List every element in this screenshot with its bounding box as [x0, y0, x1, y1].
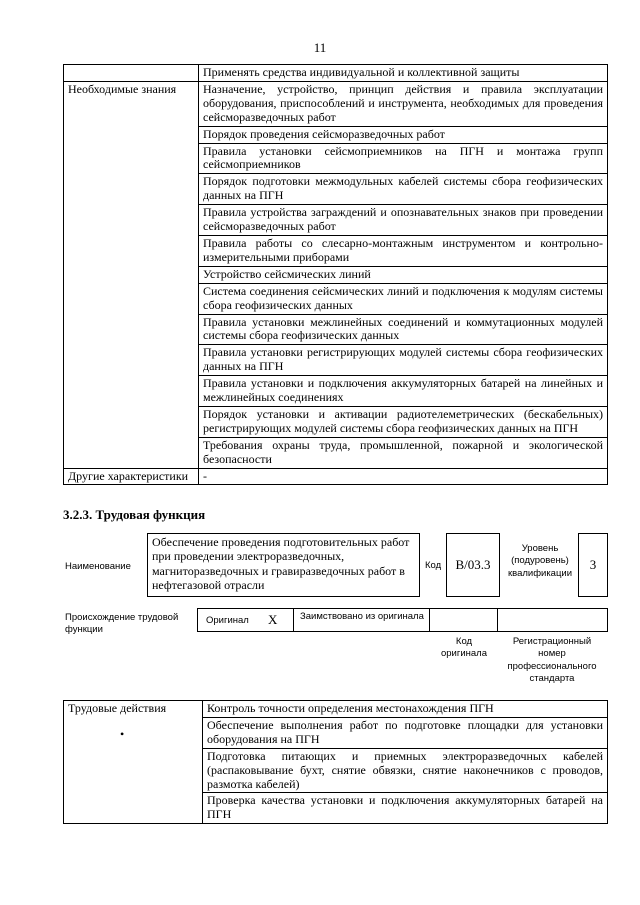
bullet-marker: •	[120, 726, 125, 741]
level-label: Уровень (подуровень) квалификации	[507, 543, 573, 579]
actions-label: Трудовые действия	[68, 701, 167, 715]
skill-text: Применять средства индивидуальной и коллективной защиты	[199, 65, 608, 82]
action-item: Подготовка питающих и приемных электроразведочных кабелей (распаковывание бухт, снятие обвязки, снятие наконечников с проводов, размотка кабелей)	[203, 748, 608, 793]
requirements-table	[63, 64, 608, 485]
name-label: Наименование	[65, 561, 131, 572]
action-item: Обеспечение выполнения работ по подготовке площадки для установки оборудования на ПГН	[203, 717, 608, 748]
origin-label: Происхождение трудовой функции	[65, 612, 179, 635]
action-item: Проверка качества установки и подключения аккумуляторных батарей на ПГН	[203, 793, 608, 824]
knowledge-item: Правила устройства заграждений и опознавательных знаков при проведении сейсморазведочных работ	[199, 205, 608, 236]
knowledge-item: Правила установки межлинейных соединений и коммутационных модулей системы сбора геофизических данных	[199, 314, 608, 345]
empty-label-cell	[64, 65, 199, 82]
section-title: 3.2.3. Трудовая функция	[63, 507, 206, 522]
knowledge-item: Требования охраны труда, промышленной, пожарной и экологической безопасности	[199, 437, 608, 468]
code-original-label: Код оригинала	[440, 636, 487, 660]
table-row	[64, 81, 608, 126]
knowledge-label: Необходимые знания	[64, 81, 199, 468]
knowledge-item: Система соединения сейсмических линий и подключения к модулям системы сбора геофизических данных	[199, 283, 608, 314]
knowledge-item: Устройство сейсмических линий	[199, 266, 608, 283]
knowledge-item: Порядок установки и активации радиотелеметрических (бескабельных) регистрирующих модулей системы сбора геофизических данных на ПГН	[199, 406, 608, 437]
reg-number-cell	[497, 608, 608, 632]
table-row	[64, 65, 608, 82]
code-value: В/03.3	[446, 533, 500, 597]
knowledge-item: Назначение, устройство, принцип действия и правила эксплуатации оборудования, приспособлений и инструмента, необходимых для проведения сейсморазведочных работ	[199, 81, 608, 126]
page-number: 11	[313, 40, 327, 55]
code-original-cell	[429, 608, 498, 632]
knowledge-item: Правила установки регистрирующих модулей системы сбора геофизических данных на ПГН	[199, 345, 608, 376]
other-label: Другие характеристики	[64, 468, 199, 485]
original-label: Оригинал	[206, 615, 249, 626]
other-value: -	[199, 468, 608, 485]
labor-actions-table	[63, 700, 608, 824]
level-value: 3	[578, 533, 608, 597]
borrowed-label: Заимствовано из оригинала	[300, 611, 424, 622]
knowledge-item: Правила установки сейсмоприемников на ПГН и монтажа групп сейсмоприемников	[199, 143, 608, 174]
reg-number-label: Регистрационный номер профессионального стандарта	[507, 636, 597, 685]
knowledge-item: Правила установки и подключения аккумуляторных батарей на линейных и межлинейных соединениях	[199, 376, 608, 407]
original-cell	[197, 608, 294, 632]
knowledge-item: Правила работы со слесарно-монтажным инструментом и контрольно-измерительными приборами	[199, 235, 608, 266]
table-row	[64, 701, 608, 718]
table-row	[64, 468, 608, 485]
actions-label-cell	[64, 701, 203, 824]
name-value: Обеспечение проведения подготовительных работ при проведении электроразведочных, магниторазведочных и гравиразведочных работ в нефтегазовой отрасли	[147, 533, 420, 597]
knowledge-item: Порядок проведения сейсморазведочных работ	[199, 126, 608, 143]
original-mark: X	[268, 612, 278, 627]
action-item: Контроль точности определения местонахождения ПГН	[203, 701, 608, 718]
code-label: Код	[425, 560, 442, 571]
borrowed-cell	[293, 608, 430, 632]
knowledge-item: Порядок подготовки межмодульных кабелей системы сбора геофизических данных на ПГН	[199, 174, 608, 205]
